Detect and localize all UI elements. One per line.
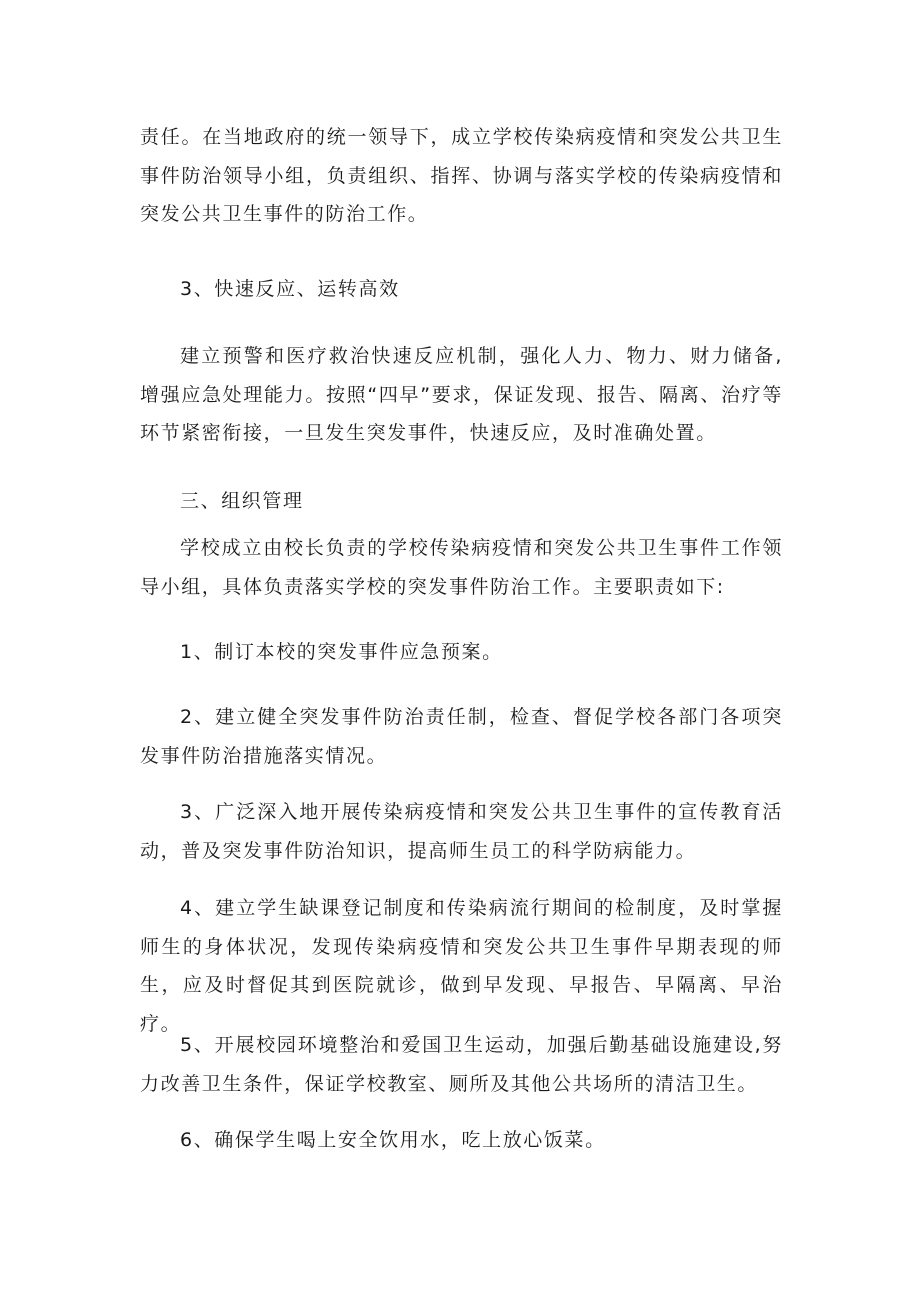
duty-item-6: 6、确保学生喝上安全饮用水，吃上放心饭菜。 <box>180 1129 606 1151</box>
duty-item-4: 4、建立学生缺课登记制度和传染病流行期间的检制度，及时掌握师生的身体状况，发现传染病疫情和突发公共卫生事件早期表现的师生，应及时督促其到医院就诊，做到早发现、早报告、早隔离、早治疗。 <box>140 897 783 1035</box>
paragraph-responsibility-continued: 责任。在当地政府的统一领导下，成立学校传染病疫情和突发公共卫生事件防治领导小组，负责组织、指挥、协调与落实学校的传染病疫情和突发公共卫生事件的防治工作。 <box>140 126 783 225</box>
duty-item-5: 5、开展校园环境整治和爱国卫生运动，加强后勤基础设施建设,努力改善卫生条件，保证学校教室、厕所及其他公共场所的清洁卫生。 <box>140 1034 783 1095</box>
duty-item-1: 1、制订本校的突发事件应急预案。 <box>180 641 503 663</box>
section-heading-organization: 三、组织管理 <box>180 490 304 512</box>
duty-item-2: 2、建立健全突发事件防治责任制，检查、督促学校各部门各项突发事件防治措施落实情况。 <box>140 706 783 767</box>
duty-item-3: 3、广泛深入地开展传染病疫情和突发公共卫生事件的宣传教育活动，普及突发事件防治知识，提高师生员工的科学防病能力。 <box>140 801 783 862</box>
paragraph-leadership-group: 学校成立由校长负责的学校传染病疫情和突发公共卫生事件工作领导小组，具体负责落实学校的突发事件防治工作。主要职责如下: <box>140 537 783 598</box>
paragraph-early-warning: 建立预警和医疗救治快速反应机制，强化人力、物力、财力储备,增强应急处理能力。按照“四早”要求，保证发现、报告、隔离、治疗等环节紧密衔接，一旦发生突发事件，快速反应，及时准确处置。 <box>140 345 783 444</box>
heading-rapid-response: 3、快速反应、运转高效 <box>180 278 400 300</box>
